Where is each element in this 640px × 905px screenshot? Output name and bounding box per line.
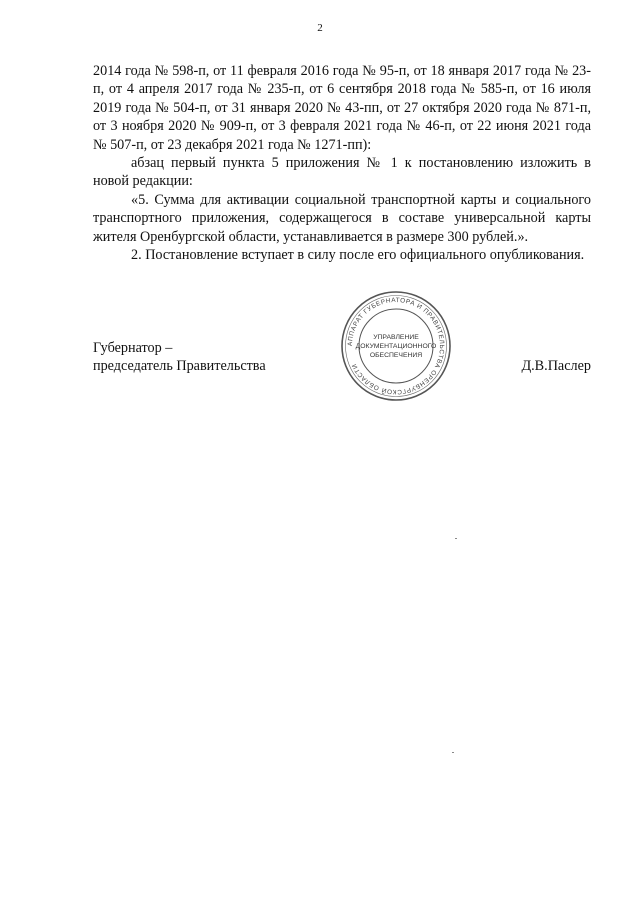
paragraph-new-wording: «5. Сумма для активации социальной транспортной карты и социального транспортного приложения, содержащегося в составе универсальной карты жителя Оренбургской области, устанавливается в размере 300 рублей.». [93,191,591,245]
document-body [93,62,591,264]
paragraph-entry-into-force: 2. Постановление вступает в силу после его официального опубликования. [131,247,585,264]
scan-speck [452,752,454,753]
paragraph-amendment-instruction: абзац первый пункта 5 приложения № 1 к постановлению изложить в новой редакции: [93,155,591,190]
page-number: 2 [317,22,323,34]
scan-speck [455,538,457,539]
seal-line2: ДОКУМЕНТАЦИОННОГО [355,343,437,350]
official-seal-stamp [340,290,452,402]
paragraph-amendments-list: 2014 года № 598-п, от 11 февраля 2016 года № 95-п, от 18 января 2017 года № 23-п, от 4 апреля 2017 года № 235-п, от 6 сентября 2018 года № 585-п, от 16 июля 2019 года № 504-п, от 31 января 2020 № 43-пп, от 27 октября 2020 года № 871-п, от 3 ноября 2020 № 909-п, от 3 февраля 2021 года № 46-п, от 22 июня 2021 года № 507-п, от 23 декабря 2021 года № 1271-пп): [93,63,591,153]
seal-ring-text: АППАРАТ ГУБЕРНАТОРА И ПРАВИТЕЛЬСТВА ОРЕНБУРГСКОЙ ОБЛАСТИ [346,296,446,396]
seal-line1: УПРАВЛЕНИЕ [373,334,419,341]
seal-line3: ОБЕСПЕЧЕНИЯ [369,352,423,359]
signatory-name: Д.В.Паслер [521,358,591,375]
signatory-title-line1: Губернатор – [93,340,173,356]
signatory-title [93,339,266,376]
signatory-title-line2: председатель Правительства [93,358,266,375]
